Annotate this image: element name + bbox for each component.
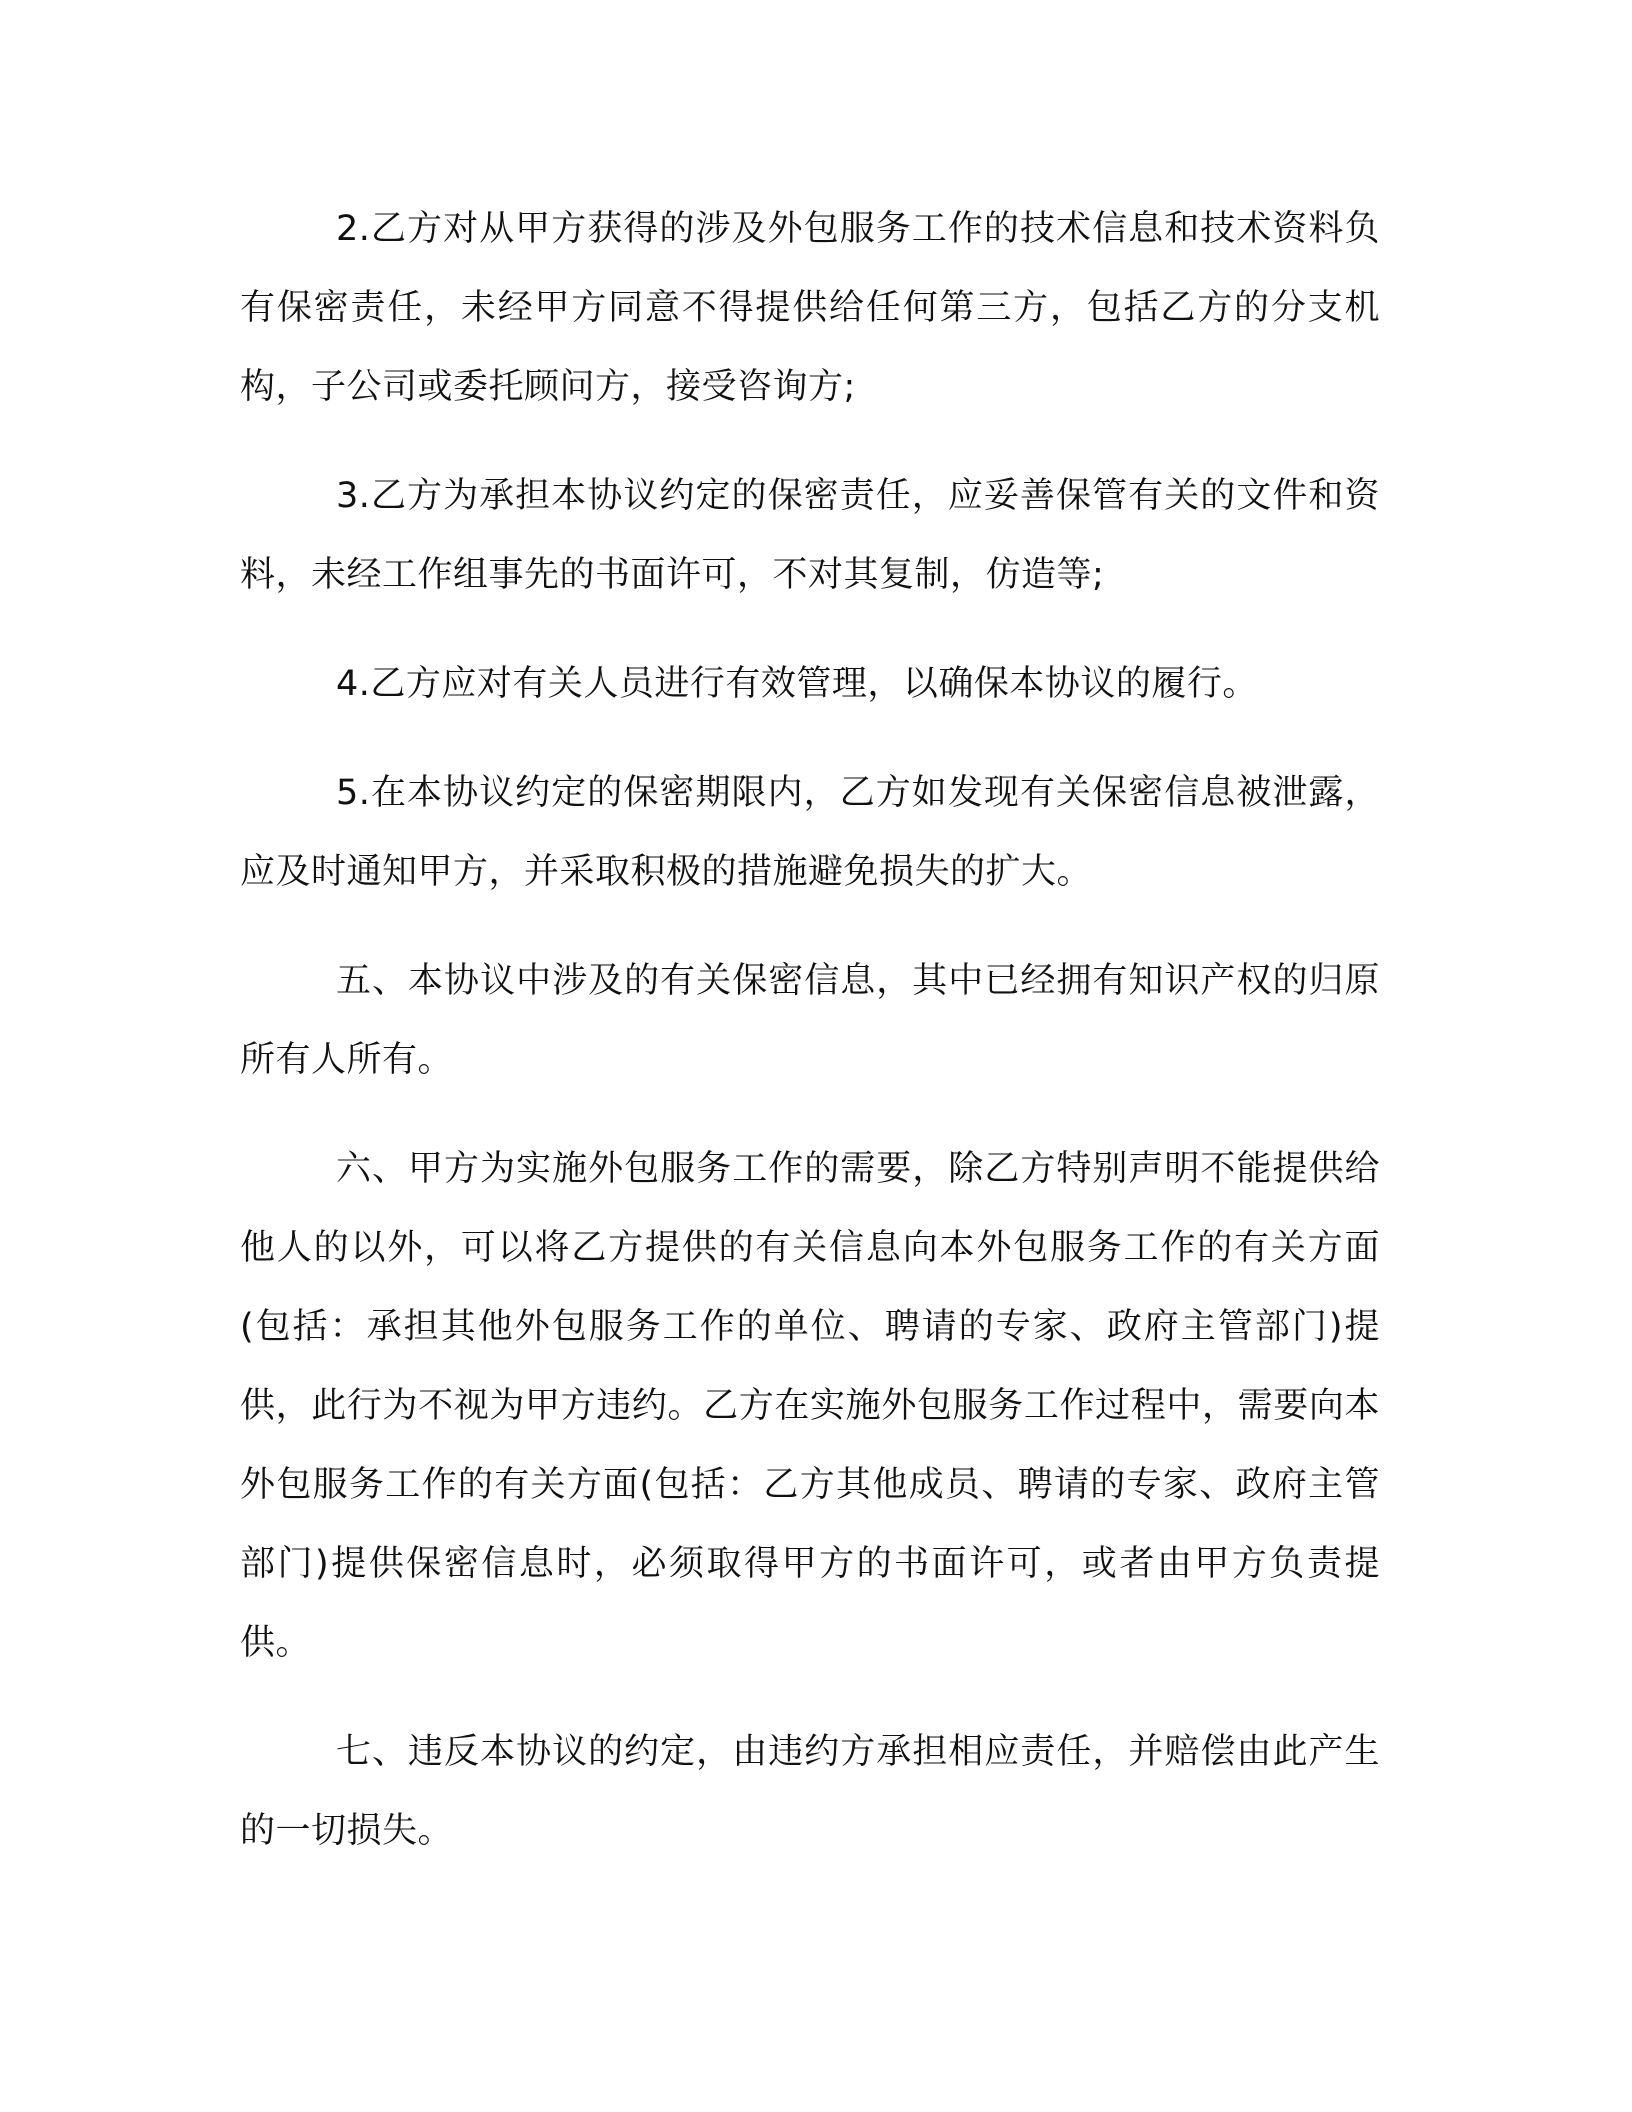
- clause-2-paragraph: 2.乙方对从甲方获得的涉及外包服务工作的技术信息和技术资料负有保密责任，未经甲方同意不得提供给任何第三方，包括乙方的分支机构，子公司或委托顾问方，接受咨询方;: [240, 209, 1380, 407]
- document-body: [240, 190, 1380, 1871]
- clause-5-paragraph: 5.在本协议约定的保密期限内，乙方如发现有关保密信息被泄露，应及时通知甲方，并采取积极的措施避免损失的扩大。: [240, 773, 1380, 892]
- section-five-paragraph: 五、本协议中涉及的有关保密信息，其中已经拥有知识产权的归原所有人所有。: [240, 961, 1380, 1080]
- clause-4-paragraph: 4.乙方应对有关人员进行有效管理，以确保本协议的履行。: [336, 664, 1258, 704]
- clause-3-paragraph: 3.乙方为承担本协议约定的保密责任，应妥善保管有关的文件和资料，未经工作组事先的书面许可，不对其复制，仿造等;: [240, 476, 1380, 595]
- section-seven-paragraph: 七、违反本协议的约定，由违约方承担相应责任，并赔偿由此产生的一切损失。: [240, 1732, 1380, 1851]
- section-six-paragraph: 六、甲方为实施外包服务工作的需要，除乙方特别声明不能提供给他人的以外，可以将乙方提供的有关信息向本外包服务工作的有关方面(包括：承担其他外包服务工作的单位、聘请的专家、政府主管部门)提供，此行为不视为甲方违约。乙方在实施外包服务工作过程中，需要向本外包服务工作的有关方面(包括：乙方其他成员、聘请的专家、政府主管部门)提供保密信息时，必须取得甲方的书面许可，或者由甲方负责提供。: [240, 1149, 1380, 1663]
